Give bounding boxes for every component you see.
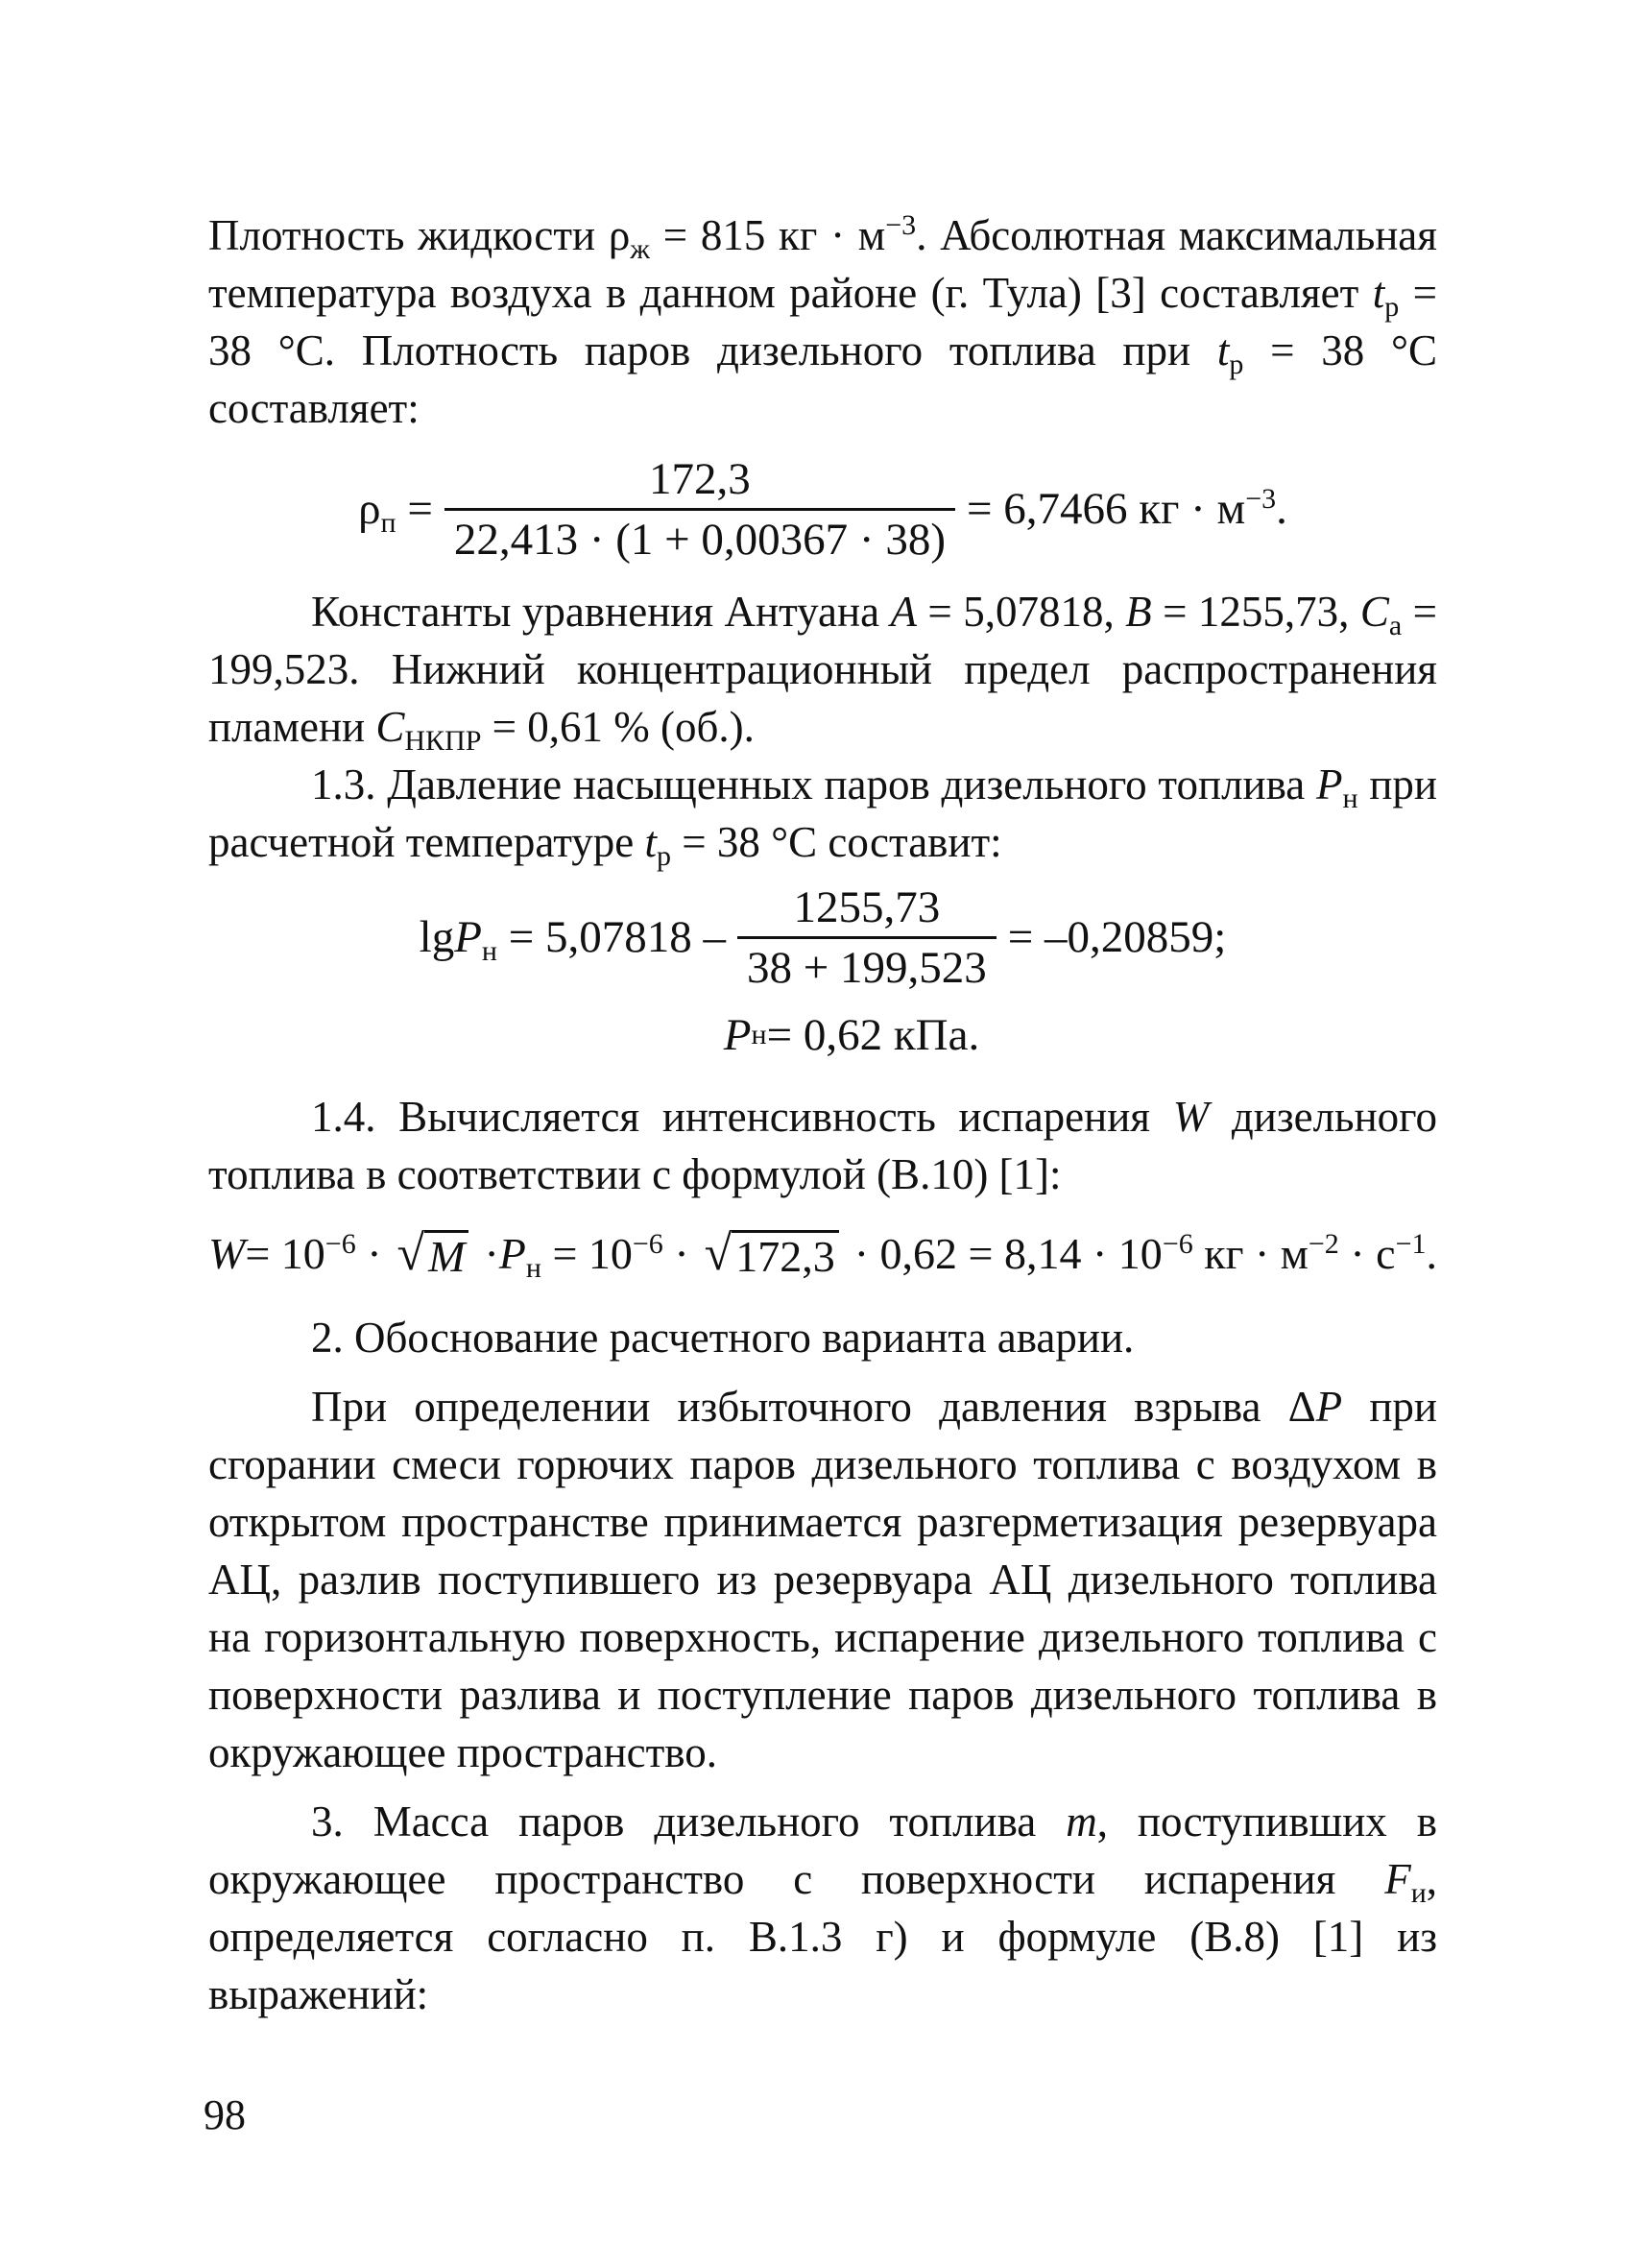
text-run: · с [1338, 1229, 1396, 1278]
text-run: = 10 [540, 1229, 633, 1278]
radical-sign: √ [704, 1226, 732, 1281]
page-number: 98 [204, 2091, 246, 2138]
text-run: = 1255,73, [1151, 588, 1360, 636]
paragraph-vapor-mass [208, 1793, 1437, 2023]
formula-lhs [358, 480, 433, 538]
variable-p: P [454, 912, 482, 962]
text-run: 3. Масса паров дизельного топлива [311, 1798, 1067, 1846]
square-root [705, 1227, 839, 1281]
formula-rhs [967, 480, 1287, 538]
dot-operator: · [355, 1229, 382, 1278]
text-run: = 199,523. Нижний концентрационный предел распространения пламени [208, 588, 1437, 751]
text-run: = 38 °С составит: [671, 818, 1002, 866]
formula-pressure-result: P н = 0,62 кПа. [208, 1003, 1437, 1067]
subscript: р [1229, 349, 1244, 380]
paragraph-antoine-constants [208, 583, 1437, 756]
square-root [397, 1227, 469, 1281]
variable-w: W [208, 1229, 246, 1278]
fraction-numerator: 1255,73 [793, 881, 941, 932]
period: . [1276, 484, 1287, 534]
variable-p: P [1315, 1383, 1343, 1431]
text-run: дизельного топлива в соответствии с формулой (В.10) [1]: [208, 1093, 1437, 1198]
variable-p: P [498, 1229, 526, 1278]
text-run: 1.4. Вычисляется интенсивность испарения [311, 1093, 1173, 1141]
variable-f: F [1384, 1855, 1411, 1903]
text-run: = 38 °С составляет: [208, 326, 1438, 432]
period: . [1426, 1229, 1437, 1278]
subscript: н [481, 935, 497, 967]
formula-evaporation [208, 1220, 1437, 1288]
fraction-numerator: 172,3 [649, 453, 751, 504]
equals-text: = 5,07818 – [496, 912, 726, 962]
subscript: н [525, 1252, 541, 1284]
text-run: = 10 [245, 1229, 325, 1278]
radicand: M [424, 1230, 468, 1281]
text-run: = 0,61 % (об.). [481, 703, 755, 751]
subscript: н [1342, 783, 1358, 814]
text-run: = 815 кг · м [650, 211, 886, 259]
formula-log-pressure [208, 881, 1437, 994]
text-run: Плотность жидкости [208, 211, 609, 259]
paragraph-evaporation-intensity [208, 1088, 1437, 1203]
subscript: НКПР [404, 725, 482, 757]
radical-sign: √ [396, 1226, 425, 1281]
radicand: 172,3 [732, 1230, 839, 1281]
text-run: При определении избыточного давления взрыва Δ [311, 1383, 1316, 1431]
page-content [208, 206, 1437, 2023]
variable-a: A [890, 588, 917, 636]
paragraph-accident-scenario [208, 1378, 1437, 1781]
text-run: при расчетной температуре [208, 760, 1438, 866]
fraction [737, 881, 997, 995]
fraction-denominator: 38 + 199,523 [737, 936, 997, 995]
rhs-text: = 6,7466 кг · м [966, 484, 1246, 534]
symbol-rho: ρ [608, 211, 631, 259]
text-run: 1.3. Давление насыщенных паров дизельного топлива [311, 760, 1317, 808]
text-run: при сгорании смеси горючих паров дизельного топлива с воздухом в открытом пространстве принимается разгерметизация резервуара АЦ, разлив поступившего из резервуара АЦ дизельного топлива на горизонтальную поверхность, испарение дизельного топлива с поверхности разлива и поступление паров дизельного топлива в окружающее пространство. [208, 1383, 1437, 1776]
text-run: = 38 °С. Плотность паров дизельного топлива при [208, 269, 1437, 374]
lg-operator: lg [419, 912, 455, 962]
text-run: , определяется согласно п. В.1.3 г) и формуле (В.8) [1] из выражений: [208, 1855, 1437, 2018]
variable-b: B [1125, 588, 1152, 636]
fraction [444, 452, 955, 567]
formula-result [854, 1225, 1437, 1283]
text-run: · 0,62 = 8,14 · 10 [853, 1229, 1163, 1278]
variable-t: t [644, 818, 658, 866]
formula-rhs: = –0,20859; [1007, 912, 1227, 962]
variable-p: P [1316, 760, 1343, 808]
formula-rhs: = 0,62 кПа. [766, 1010, 980, 1060]
dot-operator: · [484, 1229, 499, 1278]
variable-c: C [375, 703, 405, 751]
paragraph-section-2-heading: 2. Обоснование расчетного варианта аварии. [311, 1314, 1135, 1362]
superscript: −6 [1162, 1228, 1193, 1260]
superscript: −3 [885, 209, 917, 241]
fraction-denominator: 22,413 · (1 + 0,00367 · 38) [444, 508, 955, 567]
subscript: п [380, 507, 396, 539]
variable-t: t [1216, 326, 1230, 374]
text-run: кг · м [1192, 1229, 1309, 1278]
superscript: −6 [324, 1228, 356, 1260]
subscript: р [657, 840, 672, 872]
equals-sign: = [396, 484, 433, 534]
subscript: а [1388, 610, 1403, 641]
paragraph-saturated-pressure [208, 756, 1437, 871]
superscript: −6 [632, 1228, 663, 1260]
formula-w-lhs [208, 1225, 382, 1283]
subscript: р [1384, 291, 1400, 323]
formula-vapor-density [208, 446, 1437, 571]
formula-lhs [420, 908, 726, 966]
superscript: −1 [1395, 1228, 1427, 1260]
formula-middle [484, 1225, 688, 1283]
superscript: −2 [1308, 1228, 1339, 1260]
dot-operator: · [662, 1229, 689, 1278]
variable-t: t [1372, 269, 1385, 317]
variable-p: P [723, 1010, 752, 1060]
symbol-rho: ρ [358, 484, 381, 534]
variable-m: m [1066, 1798, 1097, 1846]
text-run: , поступивших в окружающее пространство с поверхности испарения [208, 1798, 1438, 1903]
superscript: −3 [1245, 483, 1277, 515]
variable-w: W [1172, 1093, 1210, 1141]
subscript: и [1410, 1877, 1427, 1909]
variable-c: C [1359, 588, 1389, 636]
text-run: = 5,07818, [917, 588, 1126, 636]
subscript: ж [630, 233, 651, 265]
text-run: Константы уравнения Антуана [311, 588, 891, 636]
text-run: . Абсолютная максимальная температура воздуха в данном районе (г. Тула) [3] составляет [208, 211, 1437, 317]
paragraph-liquid-density [208, 206, 1437, 437]
